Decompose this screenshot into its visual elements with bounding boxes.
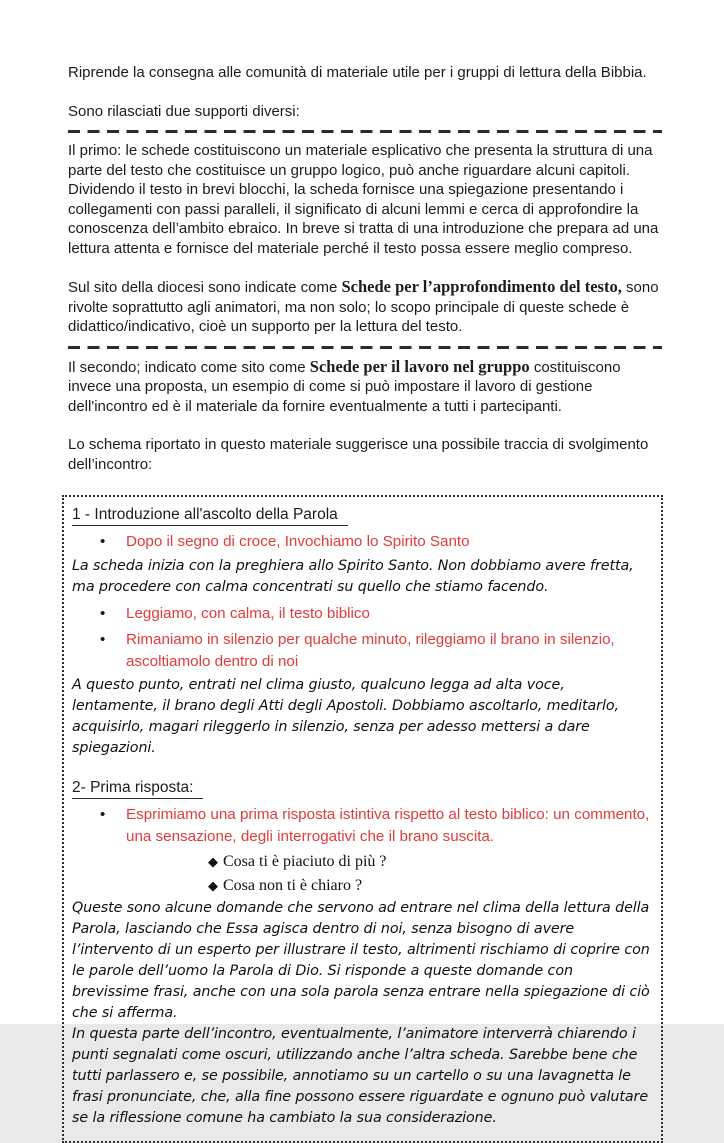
section-2 xyxy=(72,779,651,1129)
bullet-icon: • xyxy=(100,631,106,648)
diocese-site-paragraph xyxy=(68,277,662,337)
dashed-separator-top xyxy=(68,130,662,133)
list-item xyxy=(72,804,651,847)
red-bullet-text: Esprimiamo una prima risposta istintiva rispetto al testo biblico: un commento, una sensazione, degli interrogativi che il brano suscita. xyxy=(126,806,650,845)
second-support-paragraph xyxy=(68,357,662,417)
question-text: Cosa non ti è chiaro ? xyxy=(223,877,363,894)
dashed-separator-middle xyxy=(68,346,662,349)
section-2-heading: 2- Prima risposta: xyxy=(72,779,203,799)
red-bullet-text: Leggiamo, con calma, il testo biblico xyxy=(126,604,370,622)
document-content xyxy=(68,63,662,1143)
diamond-icon: ◆ xyxy=(208,878,218,893)
schema-paragraph: Lo schema riportato in questo materiale suggerisce una possibile traccia di svolgimento dell’incontro: xyxy=(68,436,649,473)
list-item xyxy=(72,603,651,625)
first-support-paragraph xyxy=(68,141,662,258)
bullet-icon: • xyxy=(100,604,106,622)
second-pre-text: Il secondo; indicato come sito come xyxy=(68,358,310,376)
handwritten-note: La scheda inizia con la preghiera allo Spirito Santo. Non dobbiamo avere fretta, ma procedere con calma concentrati su quello che stiamo facendo. xyxy=(72,557,634,595)
section-1 xyxy=(72,506,651,759)
first-support-text: Il primo: le schede costituiscono un materiale esplicativo che presenta la struttura di una parte del testo che costituisce un gruppo logico, può anche riguardare alcuni capitoli. Dividendo il testo in brevi blocchi, la scheda fornisce una spiegazione presentando i collegamenti con passi paralleli, il significato di alcuni lemmi e cerca di approfondire la conoscenza dell’ambito ebraico. In breve si tratta di una introduzione che prepara ad una lettura attenta e fornisce del materiale perché il testo possa essere meglio compreso. xyxy=(68,142,659,257)
list-item xyxy=(72,629,651,672)
intro-paragraph-1: Riprende la consegna alle comunità di materiale utile per i gruppi di lettura della Bibbia. xyxy=(68,64,647,81)
second-post-text: costituiscono invece una proposta, un esempio di come si può impostare il lavoro di gestione dell'incontro ed è il materiale da fornire eventualmente a tutti i partecipanti. xyxy=(68,358,621,415)
schede-lavoro-title: Schede per il lavoro nel gruppo xyxy=(309,356,530,376)
diamond-icon: ◆ xyxy=(208,854,218,869)
bullet-icon: • xyxy=(100,806,106,823)
question-item xyxy=(208,850,651,874)
handwritten-note: A questo punto, entrati nel clima giusto, qualcuno legga ad alta voce, lentamente, il brano degli Atti degli Apostoli. Dobbiamo ascoltarlo, meditarlo, acquisirlo, magari rileggerlo in silenzio, senza per adesso mettersi a dare spiegazioni. xyxy=(72,677,619,756)
handwritten-note: Queste sono alcune domande che servono ad entrare nel clima della lettura della Parola, lasciando che Essa agisca dentro di noi, senza bisogno di avere l’intervento di un esperto per illustrare il testo, altrimenti rischiamo di coprire con le parole dell’uomo la Parola di Dio. Si risponde a queste domande con brevissime frasi, anche con una sola parola senza entrare nella spiegazione di ciò che si afferma. xyxy=(72,900,650,1021)
section-1-heading: 1 - Introduzione all'ascolto della Parola xyxy=(72,506,348,526)
handwritten-note: In questa parte dell’incontro, eventualmente, l’animatore interverrà chiarendo i punti segnalati come oscuri, utilizzando anche l’altra scheda. Sarebbe bene che tutti parlassero e, se possibile, annotiamo su un cartello o su una lavagnetta le frasi pronunciate, che, alla fine possono essere riguardate e ognuno può valutare se la riflessione comune ha cambiato la sua considerazione. xyxy=(72,1026,649,1126)
question-text: Cosa ti è piaciuto di più ? xyxy=(223,853,387,870)
schema-dotted-box xyxy=(62,495,663,1143)
question-item xyxy=(208,874,651,898)
red-bullet-text: Rimaniamo in silenzio per qualche minuto, rileggiamo il brano in silenzio, ascoltiamolo dentro di noi xyxy=(126,631,615,670)
list-item xyxy=(72,531,651,553)
bullet-icon: • xyxy=(100,533,106,550)
diocese-pre-text: Sul sito della diocesi sono indicate come xyxy=(68,279,342,296)
schede-approfondimento-title: Schede per l’approfondimento del testo, xyxy=(341,277,622,296)
intro-paragraph-2: Sono rilasciati due supporti diversi: xyxy=(68,102,300,120)
diocese-post-text: sono rivolte soprattutto agli animatori, ma non solo; lo scopo principale di queste schede è didattico/indicativo, cioè un supporto per la lettura del testo. xyxy=(68,279,659,335)
red-bullet-text: Dopo il segno di croce, Invochiamo lo Spirito Santo xyxy=(126,533,470,550)
